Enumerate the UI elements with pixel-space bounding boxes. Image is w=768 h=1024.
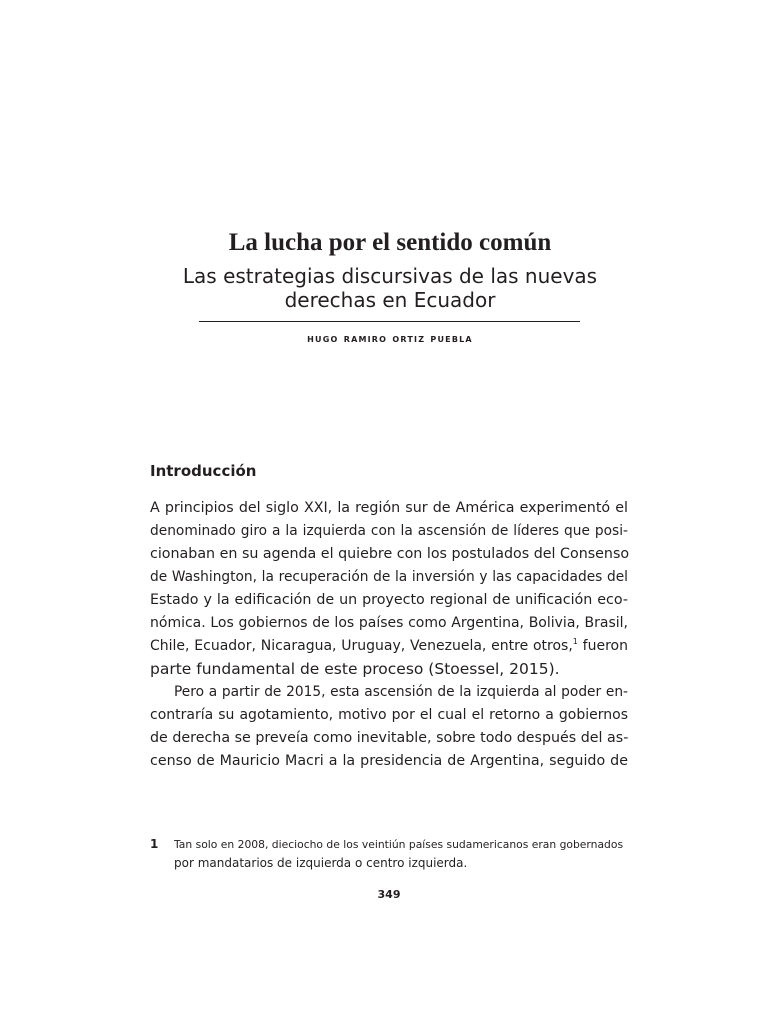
paragraph-line: cionaban en su agenda el quiebre con los postulados del Consenso	[150, 546, 630, 562]
paragraph-line: Pero a partir de 2015, esta ascensión de la izquierda al poder en-	[174, 684, 628, 700]
paragraph-line-text: fueron	[577, 638, 628, 654]
title-divider	[199, 321, 580, 322]
paragraph-line-text: Chile, Ecuador, Nicaragua, Uruguay, Venezuela, entre otros,	[150, 638, 573, 654]
footnote-text	[174, 835, 628, 873]
paragraph-line-with-footnote	[150, 635, 628, 658]
chapter-title: La lucha por el sentido común	[228, 229, 552, 256]
footnote-reference[interactable]: 1	[572, 637, 578, 646]
paragraph-line: de derecha se preveía como inevitable, sobre todo después del as-	[150, 730, 629, 746]
page-number: 349	[377, 888, 401, 901]
paragraph-line: parte fundamental de este proceso (Stoessel, 2015).	[150, 660, 560, 678]
paragraph-line: nómica. Los gobiernos de los países como Argentina, Bolivia, Brasil,	[150, 615, 628, 631]
chapter-subtitle	[150, 264, 630, 312]
paragraph-line: Estado y la edificación de un proyecto regional de unificación eco-	[150, 592, 628, 608]
author-name: hugo ramiro ortiz puebla	[307, 331, 473, 345]
paragraph-line: contraría su agotamiento, motivo por el cual el retorno a gobiernos	[150, 707, 628, 723]
subtitle-line: derechas en Ecuador	[284, 288, 496, 312]
subtitle-line: Las estrategias discursivas de las nuevas	[182, 264, 598, 288]
paragraph-line: de Washington, la recuperación de la inversión y las capacidades del	[150, 569, 628, 585]
paragraph-line: A principios del siglo XXI, la región sur de América experimentó el	[150, 500, 628, 516]
footnote	[150, 835, 628, 873]
paragraph-line: censo de Mauricio Macri a la presidencia de Argentina, seguido de	[150, 753, 628, 769]
paragraph-line: denominado giro a la izquierda con la ascensión de líderes que posi-	[150, 523, 628, 539]
footnote-line: por mandatarios de izquierda o centro izquierda.	[174, 856, 468, 870]
footnote-number: 1	[150, 837, 159, 851]
footnote-line: Tan solo en 2008, dieciocho de los veintiún países sudamericanos eran gobernados	[174, 838, 624, 851]
section-heading: Introducción	[150, 462, 257, 480]
